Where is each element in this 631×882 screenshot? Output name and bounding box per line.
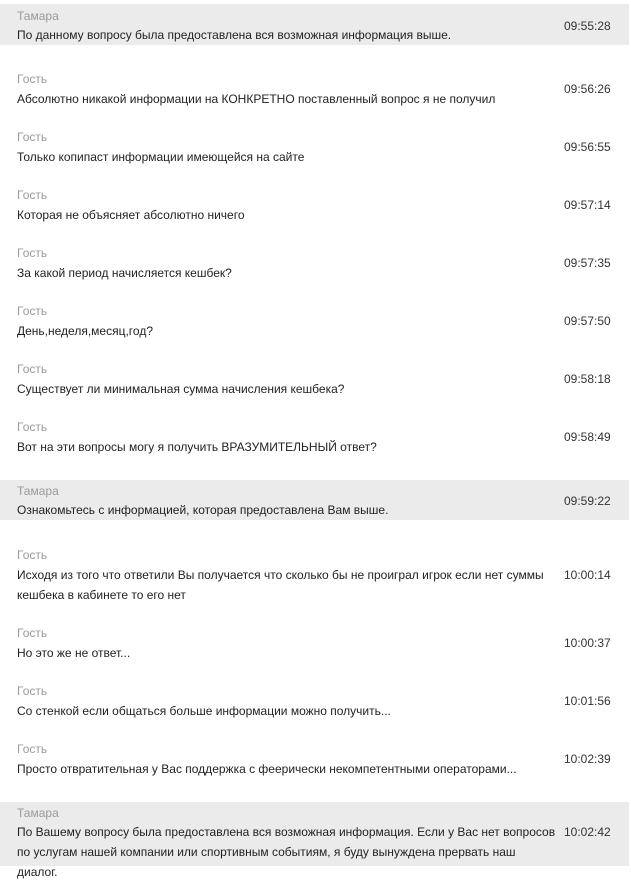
chat-message-guest (0, 356, 629, 402)
message-text: Вот на эти вопросы могу я получить ВРАЗУМИТЕЛЬНЫЙ ответ? (17, 440, 377, 454)
message-time: 09:56:55 (564, 140, 611, 154)
message-time: 09:59:22 (564, 494, 611, 508)
message-time: 09:57:14 (564, 198, 611, 212)
message-time: 10:00:37 (564, 636, 611, 650)
message-author: Гость (17, 72, 48, 86)
message-time: 10:02:39 (564, 752, 611, 766)
message-text: Абсолютно никакой информации на КОНКРЕТНО поставленный вопрос я не получил (17, 92, 496, 106)
message-text: Исходя из того что ответили Вы получается что сколько бы не проиграл игрок если нет суммы кешбека в кабинете то его нет (17, 568, 544, 602)
message-text: Со стенкой если общаться больше информации можно получить... (17, 704, 391, 718)
message-author: Гость (17, 130, 48, 144)
message-author: Гость (17, 362, 48, 376)
message-time: 10:01:56 (564, 694, 611, 708)
chat-message-guest (0, 182, 629, 228)
message-author: Гость (17, 188, 48, 202)
message-text: Только копипаст информации имеющейся на сайте (17, 150, 305, 164)
message-author: Гость (17, 742, 48, 756)
message-text: По данному вопросу была предоставлена вся возможная информация выше. (17, 28, 452, 42)
chat-message-guest (0, 414, 629, 460)
message-author: Гость (17, 684, 48, 698)
message-text: Которая не объясняет абсолютно ничего (17, 208, 245, 222)
message-author: Гость (17, 304, 48, 318)
message-time: 09:58:49 (564, 430, 611, 444)
message-text: По Вашему вопросу была предоставлена вся возможная информация. Если у Вас нет вопросов по услугам нашей компании или спортивным событиям, я буду вынуждена прервать наш диалог. (17, 825, 556, 879)
chat-message-guest (0, 240, 629, 286)
message-text: Ознакомьтесь с информацией, которая предоставлена Вам выше. (17, 503, 389, 517)
message-time: 09:56:26 (564, 82, 611, 96)
chat-message-operator (0, 480, 629, 520)
chat-message-guest (0, 736, 629, 782)
message-author: Гость (17, 626, 48, 640)
message-time: 09:57:35 (564, 256, 611, 270)
message-time: 09:57:50 (564, 314, 611, 328)
message-text: День,неделя,месяц,год? (17, 324, 153, 338)
message-author: Тамара (17, 806, 59, 820)
message-text: Просто отвратительная у Вас поддержка с феерически некомпетентными операторами... (17, 762, 517, 776)
message-text: За какой период начисляется кешбек? (17, 266, 232, 280)
chat-message-guest (0, 678, 629, 724)
message-author: Тамара (17, 9, 59, 23)
message-time: 09:55:28 (564, 19, 611, 33)
message-author: Тамара (17, 484, 59, 498)
message-time: 10:02:42 (564, 825, 611, 839)
chat-message-guest (0, 298, 629, 344)
message-author: Гость (17, 246, 48, 260)
message-author: Гость (17, 548, 48, 562)
message-text: Существует ли минимальная сумма начисления кешбека? (17, 382, 345, 396)
message-author: Гость (17, 420, 48, 434)
message-text: Но это же не ответ... (17, 646, 131, 660)
message-time: 10:00:14 (564, 568, 611, 582)
chat-message-guest (0, 124, 629, 170)
chat-message-guest (0, 66, 629, 112)
chat-message-guest (0, 542, 629, 608)
chat-message-operator (0, 4, 629, 45)
chat-message-operator (0, 802, 629, 879)
message-time: 09:58:18 (564, 372, 611, 386)
chat-message-guest (0, 620, 629, 666)
